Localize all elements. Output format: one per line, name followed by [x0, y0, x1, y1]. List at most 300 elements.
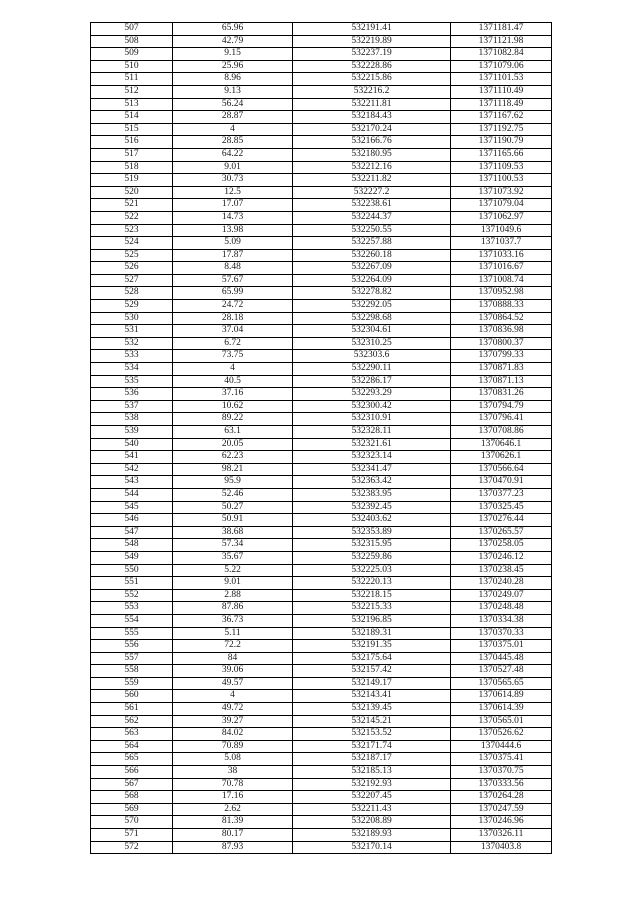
- point-number-cell: 561: [91, 703, 173, 716]
- table-row: [91, 526, 552, 539]
- y-coordinate-cell: 1370565.01: [451, 715, 552, 728]
- distance-cell: 4: [173, 363, 293, 376]
- y-coordinate-cell: 1370238.45: [451, 564, 552, 577]
- x-coordinate-cell: 532321.61: [293, 438, 451, 451]
- table-row: [91, 161, 552, 174]
- point-number-cell: 542: [91, 463, 173, 476]
- y-coordinate-cell: 1370796.41: [451, 413, 552, 426]
- x-coordinate-cell: 532212.16: [293, 161, 451, 174]
- y-coordinate-cell: 1370566.64: [451, 463, 552, 476]
- point-number-cell: 538: [91, 413, 173, 426]
- y-coordinate-cell: 1370526.62: [451, 728, 552, 741]
- distance-cell: 42.79: [173, 35, 293, 48]
- point-number-cell: 528: [91, 287, 173, 300]
- point-number-cell: 552: [91, 589, 173, 602]
- point-number-cell: 572: [91, 841, 173, 854]
- y-coordinate-cell: 1370888.33: [451, 300, 552, 313]
- point-number-cell: 569: [91, 803, 173, 816]
- y-coordinate-cell: 1371101.53: [451, 73, 552, 86]
- table-row: [91, 829, 552, 842]
- table-row: [91, 463, 552, 476]
- x-coordinate-cell: 532191.41: [293, 23, 451, 36]
- table-row: [91, 148, 552, 161]
- y-coordinate-cell: 1370800.37: [451, 337, 552, 350]
- x-coordinate-cell: 532215.33: [293, 602, 451, 615]
- x-coordinate-cell: 532175.64: [293, 652, 451, 665]
- point-number-cell: 516: [91, 136, 173, 149]
- y-coordinate-cell: 1370626.1: [451, 451, 552, 464]
- point-number-cell: 567: [91, 778, 173, 791]
- y-coordinate-cell: 1370325.45: [451, 501, 552, 514]
- x-coordinate-cell: 532219.89: [293, 35, 451, 48]
- distance-cell: 37.16: [173, 388, 293, 401]
- point-number-cell: 532: [91, 337, 173, 350]
- x-coordinate-cell: 532208.89: [293, 816, 451, 829]
- y-coordinate-cell: 1370403.8: [451, 841, 552, 854]
- distance-cell: 5.11: [173, 627, 293, 640]
- table-row: [91, 262, 552, 275]
- table-row: [91, 325, 552, 338]
- x-coordinate-cell: 532315.95: [293, 539, 451, 552]
- distance-cell: 25.96: [173, 60, 293, 73]
- y-coordinate-cell: 1371190.79: [451, 136, 552, 149]
- distance-cell: 12.5: [173, 186, 293, 199]
- y-coordinate-cell: 1370831.26: [451, 388, 552, 401]
- y-coordinate-cell: 1371118.49: [451, 98, 552, 111]
- x-coordinate-cell: 532143.41: [293, 690, 451, 703]
- point-number-cell: 570: [91, 816, 173, 829]
- point-number-cell: 545: [91, 501, 173, 514]
- table-row: [91, 715, 552, 728]
- x-coordinate-cell: 532157.42: [293, 665, 451, 678]
- table-row: [91, 652, 552, 665]
- x-coordinate-cell: 532238.61: [293, 199, 451, 212]
- point-number-cell: 568: [91, 791, 173, 804]
- table-row: [91, 350, 552, 363]
- y-coordinate-cell: 1371079.04: [451, 199, 552, 212]
- x-coordinate-cell: 532292.05: [293, 300, 451, 313]
- x-coordinate-cell: 532383.95: [293, 488, 451, 501]
- table-row: [91, 438, 552, 451]
- y-coordinate-cell: 1370444.6: [451, 740, 552, 753]
- table-row: [91, 690, 552, 703]
- table-row: [91, 23, 552, 36]
- table-row: [91, 589, 552, 602]
- y-coordinate-cell: 1370871.83: [451, 363, 552, 376]
- distance-cell: 8.48: [173, 262, 293, 275]
- table-row: [91, 665, 552, 678]
- point-number-cell: 517: [91, 148, 173, 161]
- x-coordinate-cell: 532237.19: [293, 48, 451, 61]
- y-coordinate-cell: 1370370.33: [451, 627, 552, 640]
- point-number-cell: 558: [91, 665, 173, 678]
- table-row: [91, 564, 552, 577]
- distance-cell: 65.96: [173, 23, 293, 36]
- y-coordinate-cell: 1370799.33: [451, 350, 552, 363]
- point-number-cell: 560: [91, 690, 173, 703]
- point-number-cell: 519: [91, 174, 173, 187]
- y-coordinate-cell: 1371082.84: [451, 48, 552, 61]
- y-coordinate-cell: 1371037.7: [451, 237, 552, 250]
- y-coordinate-cell: 1370265.57: [451, 526, 552, 539]
- point-number-cell: 550: [91, 564, 173, 577]
- table-row: [91, 841, 552, 854]
- distance-cell: 50.91: [173, 514, 293, 527]
- distance-cell: 73.75: [173, 350, 293, 363]
- table-row: [91, 35, 552, 48]
- point-number-cell: 535: [91, 375, 173, 388]
- table-row: [91, 60, 552, 73]
- y-coordinate-cell: 1370377.23: [451, 488, 552, 501]
- point-number-cell: 540: [91, 438, 173, 451]
- point-number-cell: 534: [91, 363, 173, 376]
- table-row: [91, 111, 552, 124]
- distance-cell: 65.99: [173, 287, 293, 300]
- y-coordinate-cell: 1370264.28: [451, 791, 552, 804]
- point-number-cell: 548: [91, 539, 173, 552]
- x-coordinate-cell: 532303.6: [293, 350, 451, 363]
- y-coordinate-cell: 1370445.48: [451, 652, 552, 665]
- distance-cell: 95.9: [173, 476, 293, 489]
- table-row: [91, 375, 552, 388]
- y-coordinate-cell: 1370333.56: [451, 778, 552, 791]
- x-coordinate-cell: 532392.45: [293, 501, 451, 514]
- distance-cell: 37.04: [173, 325, 293, 338]
- distance-cell: 49.72: [173, 703, 293, 716]
- y-coordinate-cell: 1371167.62: [451, 111, 552, 124]
- table-row: [91, 551, 552, 564]
- distance-cell: 2.88: [173, 589, 293, 602]
- point-number-cell: 525: [91, 249, 173, 262]
- x-coordinate-cell: 532267.09: [293, 262, 451, 275]
- table-row: [91, 174, 552, 187]
- y-coordinate-cell: 1370276.44: [451, 514, 552, 527]
- distance-cell: 30.73: [173, 174, 293, 187]
- point-number-cell: 536: [91, 388, 173, 401]
- x-coordinate-cell: 532189.31: [293, 627, 451, 640]
- distance-cell: 38.68: [173, 526, 293, 539]
- y-coordinate-cell: 1371008.74: [451, 274, 552, 287]
- x-coordinate-cell: 532145.21: [293, 715, 451, 728]
- table-row: [91, 73, 552, 86]
- point-number-cell: 518: [91, 161, 173, 174]
- table-row: [91, 136, 552, 149]
- x-coordinate-cell: 532207.45: [293, 791, 451, 804]
- point-number-cell: 564: [91, 740, 173, 753]
- table-row: [91, 488, 552, 501]
- x-coordinate-cell: 532218.15: [293, 589, 451, 602]
- distance-cell: 63.1: [173, 426, 293, 439]
- point-number-cell: 509: [91, 48, 173, 61]
- y-coordinate-cell: 1371181.47: [451, 23, 552, 36]
- y-coordinate-cell: 1370565.65: [451, 677, 552, 690]
- table-row: [91, 274, 552, 287]
- point-number-cell: 524: [91, 237, 173, 250]
- distance-cell: 14.73: [173, 211, 293, 224]
- y-coordinate-cell: 1370258.05: [451, 539, 552, 552]
- x-coordinate-cell: 532300.42: [293, 400, 451, 413]
- x-coordinate-cell: 532250.55: [293, 224, 451, 237]
- x-coordinate-cell: 532185.13: [293, 766, 451, 779]
- table-row: [91, 388, 552, 401]
- x-coordinate-cell: 532170.24: [293, 123, 451, 136]
- y-coordinate-cell: 1370246.12: [451, 551, 552, 564]
- point-number-cell: 544: [91, 488, 173, 501]
- x-coordinate-cell: 532403.62: [293, 514, 451, 527]
- table-row: [91, 337, 552, 350]
- point-number-cell: 510: [91, 60, 173, 73]
- distance-cell: 87.86: [173, 602, 293, 615]
- x-coordinate-cell: 532286.17: [293, 375, 451, 388]
- coordinate-table-body: [91, 23, 552, 854]
- table-row: [91, 539, 552, 552]
- table-row: [91, 778, 552, 791]
- table-row: [91, 614, 552, 627]
- distance-cell: 64.22: [173, 148, 293, 161]
- table-row: [91, 602, 552, 615]
- x-coordinate-cell: 532225.03: [293, 564, 451, 577]
- x-coordinate-cell: 532192.93: [293, 778, 451, 791]
- y-coordinate-cell: 1371079.06: [451, 60, 552, 73]
- y-coordinate-cell: 1371165.66: [451, 148, 552, 161]
- point-number-cell: 521: [91, 199, 173, 212]
- y-coordinate-cell: 1370708.86: [451, 426, 552, 439]
- distance-cell: 24.72: [173, 300, 293, 313]
- table-row: [91, 514, 552, 527]
- point-number-cell: 556: [91, 640, 173, 653]
- coordinate-table: [90, 22, 552, 854]
- distance-cell: 6.72: [173, 337, 293, 350]
- distance-cell: 17.07: [173, 199, 293, 212]
- y-coordinate-cell: 1371100.53: [451, 174, 552, 187]
- point-number-cell: 507: [91, 23, 173, 36]
- point-number-cell: 547: [91, 526, 173, 539]
- x-coordinate-cell: 532259.86: [293, 551, 451, 564]
- point-number-cell: 539: [91, 426, 173, 439]
- point-number-cell: 520: [91, 186, 173, 199]
- y-coordinate-cell: 1371016.67: [451, 262, 552, 275]
- table-row: [91, 199, 552, 212]
- point-number-cell: 553: [91, 602, 173, 615]
- table-row: [91, 501, 552, 514]
- x-coordinate-cell: 532211.81: [293, 98, 451, 111]
- x-coordinate-cell: 532220.13: [293, 577, 451, 590]
- y-coordinate-cell: 1370370.75: [451, 766, 552, 779]
- point-number-cell: 571: [91, 829, 173, 842]
- x-coordinate-cell: 532363.42: [293, 476, 451, 489]
- x-coordinate-cell: 532278.82: [293, 287, 451, 300]
- x-coordinate-cell: 532196.85: [293, 614, 451, 627]
- point-number-cell: 527: [91, 274, 173, 287]
- x-coordinate-cell: 532227.2: [293, 186, 451, 199]
- distance-cell: 49.57: [173, 677, 293, 690]
- table-row: [91, 728, 552, 741]
- table-row: [91, 677, 552, 690]
- distance-cell: 17.87: [173, 249, 293, 262]
- table-row: [91, 249, 552, 262]
- x-coordinate-cell: 532257.88: [293, 237, 451, 250]
- distance-cell: 81.39: [173, 816, 293, 829]
- point-number-cell: 549: [91, 551, 173, 564]
- x-coordinate-cell: 532328.11: [293, 426, 451, 439]
- distance-cell: 70.89: [173, 740, 293, 753]
- table-row: [91, 211, 552, 224]
- distance-cell: 10.62: [173, 400, 293, 413]
- x-coordinate-cell: 532290.11: [293, 363, 451, 376]
- point-number-cell: 546: [91, 514, 173, 527]
- x-coordinate-cell: 532166.76: [293, 136, 451, 149]
- x-coordinate-cell: 532180.95: [293, 148, 451, 161]
- distance-cell: 57.67: [173, 274, 293, 287]
- point-number-cell: 526: [91, 262, 173, 275]
- distance-cell: 38: [173, 766, 293, 779]
- y-coordinate-cell: 1371110.49: [451, 85, 552, 98]
- x-coordinate-cell: 532211.43: [293, 803, 451, 816]
- table-row: [91, 451, 552, 464]
- x-coordinate-cell: 532323.14: [293, 451, 451, 464]
- y-coordinate-cell: 1370527.48: [451, 665, 552, 678]
- y-coordinate-cell: 1370952.98: [451, 287, 552, 300]
- table-row: [91, 85, 552, 98]
- table-row: [91, 400, 552, 413]
- y-coordinate-cell: 1370248.48: [451, 602, 552, 615]
- table-row: [91, 312, 552, 325]
- distance-cell: 20.05: [173, 438, 293, 451]
- y-coordinate-cell: 1370794.79: [451, 400, 552, 413]
- y-coordinate-cell: 1371033.16: [451, 249, 552, 262]
- point-number-cell: 533: [91, 350, 173, 363]
- x-coordinate-cell: 532310.25: [293, 337, 451, 350]
- point-number-cell: 566: [91, 766, 173, 779]
- x-coordinate-cell: 532187.17: [293, 753, 451, 766]
- table-row: [91, 413, 552, 426]
- x-coordinate-cell: 532171.74: [293, 740, 451, 753]
- distance-cell: 2.62: [173, 803, 293, 816]
- y-coordinate-cell: 1371062.97: [451, 211, 552, 224]
- distance-cell: 84.02: [173, 728, 293, 741]
- x-coordinate-cell: 532153.52: [293, 728, 451, 741]
- table-row: [91, 186, 552, 199]
- distance-cell: 39.06: [173, 665, 293, 678]
- distance-cell: 4: [173, 123, 293, 136]
- distance-cell: 28.85: [173, 136, 293, 149]
- y-coordinate-cell: 1370334.38: [451, 614, 552, 627]
- table-row: [91, 237, 552, 250]
- distance-cell: 62.23: [173, 451, 293, 464]
- table-row: [91, 123, 552, 136]
- distance-cell: 9.13: [173, 85, 293, 98]
- distance-cell: 5.09: [173, 237, 293, 250]
- point-number-cell: 531: [91, 325, 173, 338]
- point-number-cell: 511: [91, 73, 173, 86]
- x-coordinate-cell: 532264.09: [293, 274, 451, 287]
- point-number-cell: 563: [91, 728, 173, 741]
- distance-cell: 84: [173, 652, 293, 665]
- table-row: [91, 577, 552, 590]
- table-row: [91, 224, 552, 237]
- point-number-cell: 551: [91, 577, 173, 590]
- table-row: [91, 803, 552, 816]
- distance-cell: 87.93: [173, 841, 293, 854]
- y-coordinate-cell: 1371049.6: [451, 224, 552, 237]
- distance-cell: 70.78: [173, 778, 293, 791]
- point-number-cell: 512: [91, 85, 173, 98]
- x-coordinate-cell: 532341.47: [293, 463, 451, 476]
- table-row: [91, 426, 552, 439]
- distance-cell: 50.27: [173, 501, 293, 514]
- point-number-cell: 508: [91, 35, 173, 48]
- point-number-cell: 523: [91, 224, 173, 237]
- x-coordinate-cell: 532211.82: [293, 174, 451, 187]
- y-coordinate-cell: 1370249.07: [451, 589, 552, 602]
- distance-cell: 9.15: [173, 48, 293, 61]
- table-row: [91, 753, 552, 766]
- y-coordinate-cell: 1370614.39: [451, 703, 552, 716]
- point-number-cell: 522: [91, 211, 173, 224]
- table-row: [91, 300, 552, 313]
- x-coordinate-cell: 532216.2: [293, 85, 451, 98]
- point-number-cell: 513: [91, 98, 173, 111]
- y-coordinate-cell: 1370470.91: [451, 476, 552, 489]
- y-coordinate-cell: 1371121.98: [451, 35, 552, 48]
- table-row: [91, 640, 552, 653]
- table-row: [91, 816, 552, 829]
- point-number-cell: 557: [91, 652, 173, 665]
- distance-cell: 72.2: [173, 640, 293, 653]
- y-coordinate-cell: 1370246.96: [451, 816, 552, 829]
- point-number-cell: 554: [91, 614, 173, 627]
- table-row: [91, 363, 552, 376]
- distance-cell: 17.16: [173, 791, 293, 804]
- distance-cell: 13.98: [173, 224, 293, 237]
- distance-cell: 9.01: [173, 161, 293, 174]
- y-coordinate-cell: 1370375.01: [451, 640, 552, 653]
- x-coordinate-cell: 532184.43: [293, 111, 451, 124]
- y-coordinate-cell: 1370614.89: [451, 690, 552, 703]
- distance-cell: 9.01: [173, 577, 293, 590]
- x-coordinate-cell: 532139.45: [293, 703, 451, 716]
- y-coordinate-cell: 1371192.75: [451, 123, 552, 136]
- x-coordinate-cell: 532260.18: [293, 249, 451, 262]
- table-row: [91, 766, 552, 779]
- distance-cell: 39.27: [173, 715, 293, 728]
- distance-cell: 35.67: [173, 551, 293, 564]
- distance-cell: 56.24: [173, 98, 293, 111]
- point-number-cell: 565: [91, 753, 173, 766]
- x-coordinate-cell: 532189.93: [293, 829, 451, 842]
- point-number-cell: 543: [91, 476, 173, 489]
- y-coordinate-cell: 1370247.59: [451, 803, 552, 816]
- point-number-cell: 559: [91, 677, 173, 690]
- distance-cell: 36.73: [173, 614, 293, 627]
- table-row: [91, 48, 552, 61]
- point-number-cell: 541: [91, 451, 173, 464]
- point-number-cell: 529: [91, 300, 173, 313]
- y-coordinate-cell: 1371073.92: [451, 186, 552, 199]
- x-coordinate-cell: 532215.86: [293, 73, 451, 86]
- x-coordinate-cell: 532310.91: [293, 413, 451, 426]
- y-coordinate-cell: 1370240.28: [451, 577, 552, 590]
- table-row: [91, 476, 552, 489]
- distance-cell: 89.22: [173, 413, 293, 426]
- y-coordinate-cell: 1370871.13: [451, 375, 552, 388]
- distance-cell: 80.17: [173, 829, 293, 842]
- table-row: [91, 740, 552, 753]
- distance-cell: 57.34: [173, 539, 293, 552]
- x-coordinate-cell: 532353.89: [293, 526, 451, 539]
- point-number-cell: 530: [91, 312, 173, 325]
- point-number-cell: 555: [91, 627, 173, 640]
